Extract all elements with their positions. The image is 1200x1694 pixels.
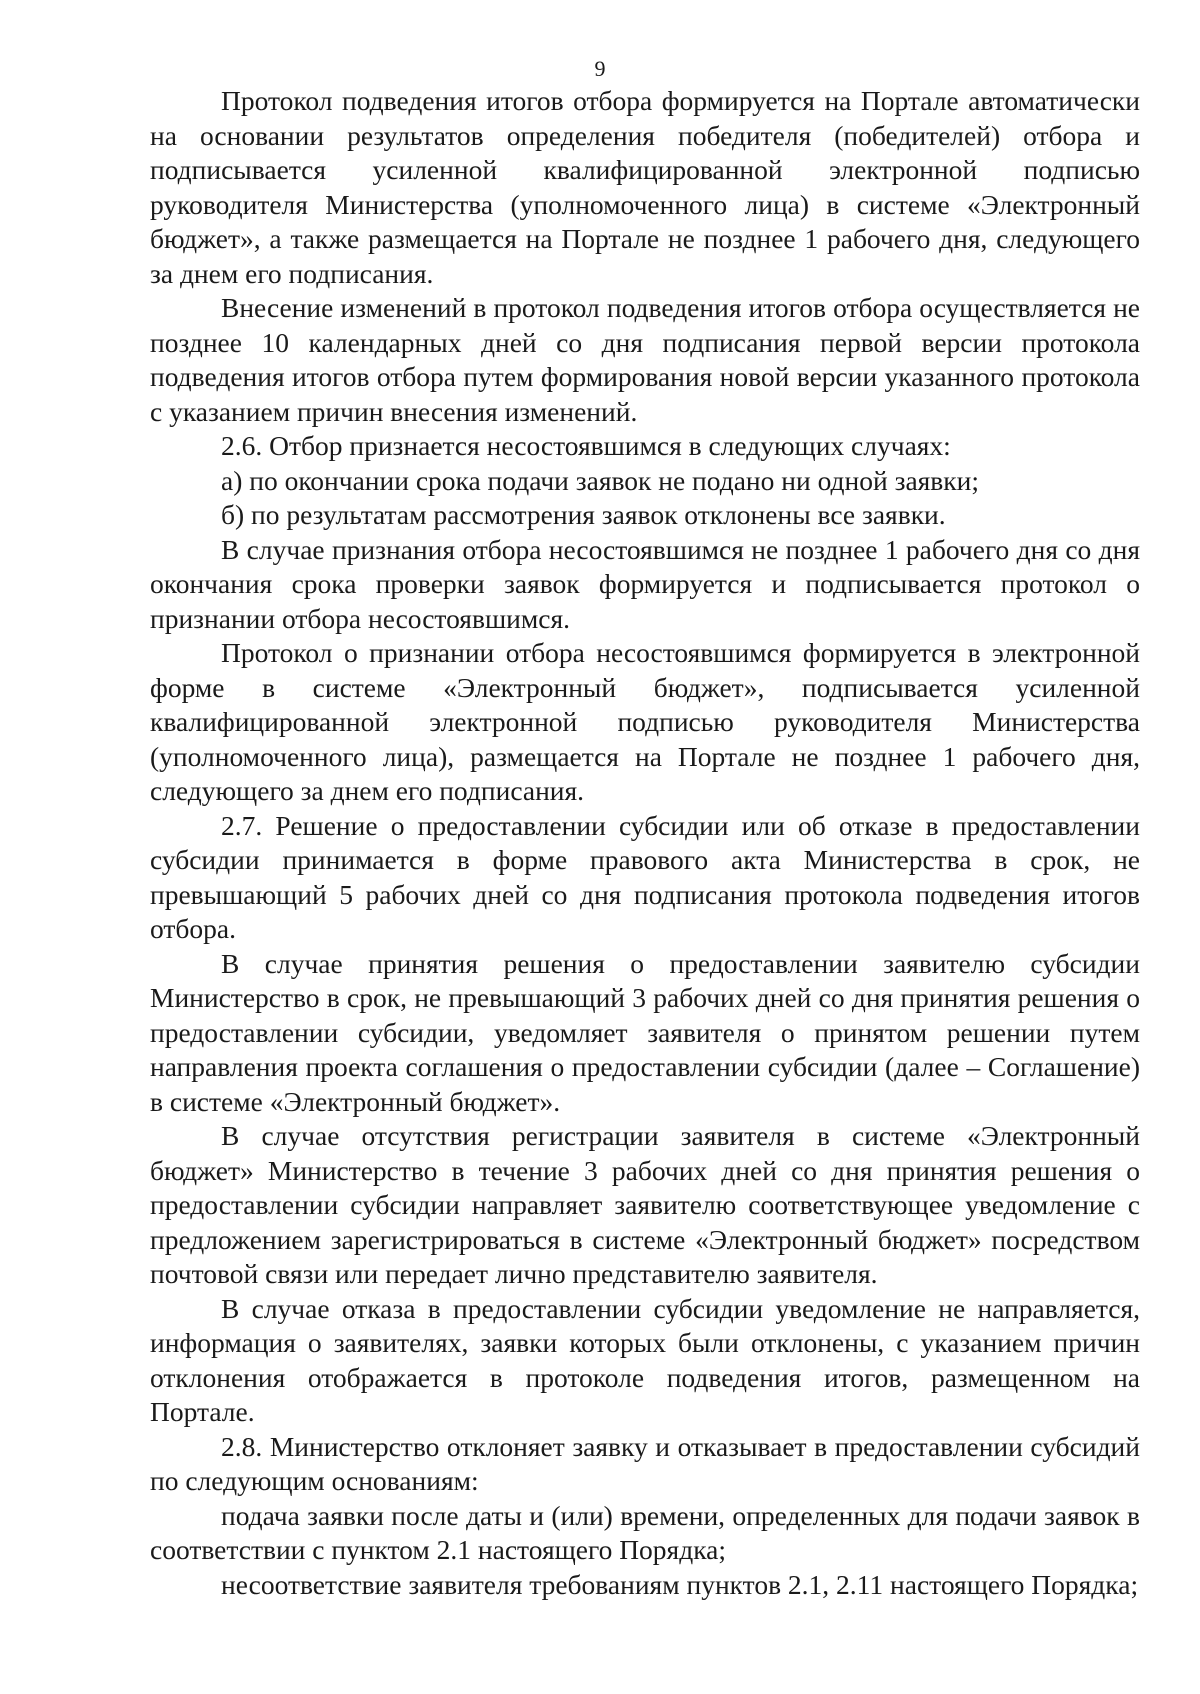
- page-number: 9: [594, 56, 606, 81]
- paragraph-late-submission: подача заявки после даты и (или) времени, определенных для подачи заявок в соответствии с пунктом 2.1 настоящего Порядка;: [150, 1499, 1140, 1565]
- paragraph-2-7: 2.7. Решение о предоставлении субсидии или об отказе в предоставлении субсидии принимается в форме правового акта Министерства в срок, не превышающий 5 рабочих дней со дня подписания протокола подведения итогов отбора.: [150, 809, 1140, 944]
- document-body: [150, 84, 1140, 1602]
- paragraph-2-6-a: а) по окончании срока подачи заявок не подано ни одной заявки;: [221, 464, 979, 496]
- paragraph-failed-selection: В случае признания отбора несостоявшимся не позднее 1 рабочего дня со дня окончания срока проверки заявок формируется и подписывается протокол о признании отбора несостоявшимся.: [150, 533, 1140, 634]
- paragraph-protocol-summary: Протокол подведения итогов отбора формируется на Портале автоматически на основании результатов определения победителя (победителей) отбора и подписывается усиленной квалифицированной электронной подписью руководителя Министерства (уполномоченного лица) в системе «Электронный бюджет», а также размещается на Портале не позднее 1 рабочего дня, следующего за днем его подписания.: [150, 85, 1140, 289]
- paragraph-subsidy-granted: В случае принятия решения о предоставлении заявителю субсидии Министерство в срок, не превышающий 3 рабочих дней со дня принятия решения о предоставлении субсидии, уведомляет заявителя о принятом решении путем направления проекта соглашения о предоставлении субсидии (далее – Соглашение) в системе «Электронный бюджет».: [150, 947, 1140, 1117]
- paragraph-non-compliance: несоответствие заявителя требованиям пунктов 2.1, 2.11 настоящего Порядка;: [221, 1568, 1139, 1600]
- paragraph-failed-protocol: Протокол о признании отбора несостоявшимся формируется в электронной форме в системе «Электронный бюджет», подписывается усиленной квалифицированной электронной подписью руководителя Министерства (уполномоченного лица), размещается на Портале не позднее 1 рабочего дня, следующего за днем его подписания.: [150, 637, 1140, 806]
- paragraph-protocol-changes: Внесение изменений в протокол подведения итогов отбора осуществляется не позднее 10 календарных дней со дня подписания первой версии протокола подведения итогов отбора путем формирования новой версии указанного протокола с указанием причин внесения изменений.: [150, 292, 1140, 427]
- paragraph-2-8: 2.8. Министерство отклоняет заявку и отказывает в предоставлении субсидий по следующим основаниям:: [150, 1430, 1140, 1496]
- paragraph-2-6-b: б) по результатам рассмотрения заявок отклонены все заявки.: [221, 499, 946, 530]
- paragraph-2-6-heading: 2.6. Отбор признается несостоявшимся в следующих случаях:: [221, 430, 951, 461]
- paragraph-no-registration: В случае отсутствия регистрации заявителя в системе «Электронный бюджет» Министерство в течение 3 рабочих дней со дня принятия решения о предоставлении субсидии направляет заявителю соответствующее уведомление с предложением зарегистрироваться в системе «Электронный бюджет» посредством почтовой связи или передает лично представителю заявителя.: [150, 1120, 1140, 1289]
- paragraph-subsidy-refused: В случае отказа в предоставлении субсидии уведомление не направляется, информация о заявителях, заявки которых были отклонены, с указанием причин отклонения отображается в протоколе подведения итогов, размещенном на Портале.: [150, 1292, 1140, 1427]
